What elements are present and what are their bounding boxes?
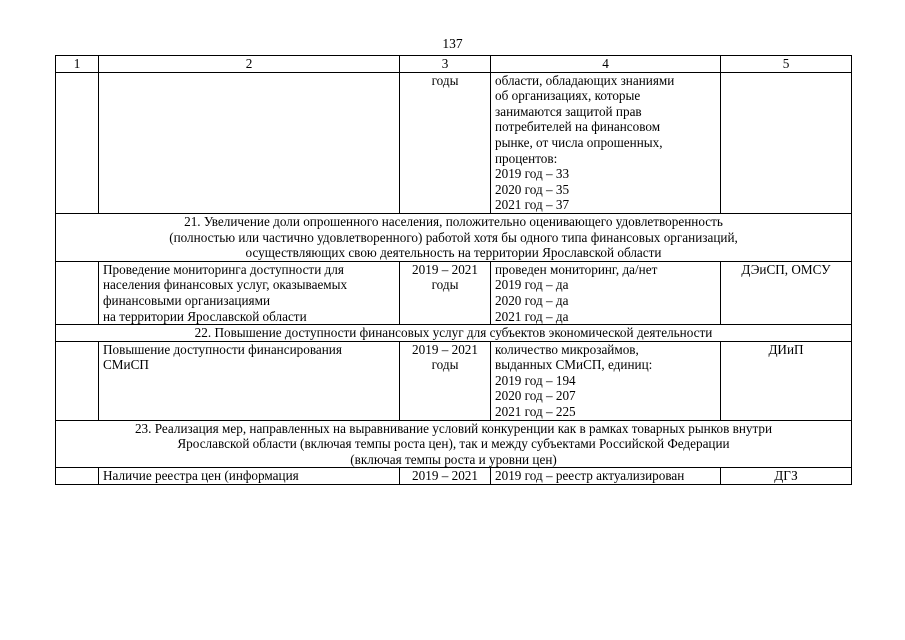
number-cell [56, 72, 99, 213]
measure-cell [99, 341, 400, 420]
table-row [56, 72, 852, 213]
indicator-cell [491, 341, 721, 420]
responsible-cell [721, 468, 852, 485]
measure-line: на территории Ярославской области [103, 308, 307, 324]
number-cell [56, 341, 99, 420]
section-heading-line: Ярославской области (включая темпы роста цен), так и между субъектами Российской Федерации [177, 436, 730, 452]
indicator-line: 2021 год – 225 [495, 404, 576, 420]
indicator-cell [491, 261, 721, 324]
indicator-line: занимаются защитой прав [495, 103, 642, 119]
period-text: годы [431, 72, 459, 88]
indicator-line: проведен мониторинг, да/нет [495, 261, 658, 277]
section-row [56, 325, 852, 342]
responsible-text: ДГЗ [774, 468, 798, 484]
page-number: 137 [442, 36, 463, 51]
period-cell [400, 468, 491, 485]
section-heading-line: (полностью или частично удовлетворенного) работой хотя бы одного типа финансовых организаций, [169, 229, 738, 245]
measure-cell [99, 72, 400, 213]
section-heading [56, 420, 852, 468]
responsible-cell [721, 341, 852, 420]
number-cell [56, 261, 99, 324]
measure-line: финансовыми организациями [103, 292, 271, 308]
indicator-line: 2019 год – 33 [495, 166, 570, 182]
number-cell [56, 468, 99, 485]
period-cell [400, 341, 491, 420]
column-header: 4 [491, 56, 721, 73]
measures-table [55, 55, 852, 485]
period-text: годы [431, 277, 459, 293]
section-heading-line: 23. Реализация мер, направленных на выравнивание условий конкуренции как в рамках товарных рынков внутри [134, 420, 773, 436]
period-text: годы [431, 357, 459, 373]
indicator-line: 2019 год – 194 [495, 372, 576, 388]
indicator-line: количество микрозаймов, [495, 341, 639, 357]
indicator-line: 2020 год – 35 [495, 181, 570, 197]
period-cell [400, 261, 491, 324]
indicator-cell [491, 468, 721, 485]
section-heading-line: 22. Повышение доступности финансовых услуг для субъектов экономической деятельности [194, 325, 713, 341]
indicator-line: 2021 год – 37 [495, 197, 570, 213]
section-row [56, 420, 852, 468]
period-text: 2019 – 2021 [412, 341, 478, 357]
responsible-cell [721, 261, 852, 324]
table-header-row [56, 56, 852, 73]
indicator-line: 2020 год – да [495, 292, 569, 308]
measure-line: СМиСП [103, 357, 149, 373]
responsible-text: ДИиП [768, 341, 804, 357]
indicator-line: выданных СМиСП, единиц: [495, 357, 653, 373]
section-heading-line: осуществляющих свою деятельность на территории Ярославской области [245, 245, 662, 261]
indicator-line: 2021 год – да [495, 308, 569, 324]
section-heading-line: (включая темпы роста и уровни цен) [350, 451, 557, 467]
measure-line: Наличие реестра цен (информация [103, 468, 299, 484]
measure-line: Проведение мониторинга доступности для [103, 261, 344, 277]
section-row [56, 213, 852, 261]
table-row [56, 468, 852, 485]
indicator-line: области, обладающих знаниями [495, 72, 675, 88]
period-text: 2019 – 2021 [412, 261, 478, 277]
indicator-line: процентов: [495, 150, 558, 166]
table-row [56, 341, 852, 420]
indicator-line: об организациях, которые [495, 88, 641, 104]
section-heading [56, 213, 852, 261]
column-header: 5 [721, 56, 852, 73]
indicator-line: 2019 год – да [495, 277, 569, 293]
section-heading [56, 325, 852, 342]
section-heading-line: 21. Увеличение доли опрошенного населения, положительно оценивающего удовлетворенность [184, 213, 723, 229]
indicator-line: 2020 год – 207 [495, 388, 576, 404]
measure-cell [99, 468, 400, 485]
indicator-line: 2019 год – реестр актуализирован [495, 468, 685, 484]
period-cell [400, 72, 491, 213]
measure-cell [99, 261, 400, 324]
responsible-text: ДЭиСП, ОМСУ [741, 261, 831, 277]
column-header: 3 [400, 56, 491, 73]
indicator-line: рынке, от числа опрошенных, [495, 134, 663, 150]
column-header: 1 [56, 56, 99, 73]
indicator-cell [491, 72, 721, 213]
responsible-cell [721, 72, 852, 213]
measure-line: Повышение доступности финансирования [103, 341, 342, 357]
column-header: 2 [99, 56, 400, 73]
measure-line: населения финансовых услуг, оказываемых [103, 277, 348, 293]
indicator-line: потребителей на финансовом [495, 119, 661, 135]
period-text: 2019 – 2021 [412, 468, 478, 484]
table-row [56, 261, 852, 324]
